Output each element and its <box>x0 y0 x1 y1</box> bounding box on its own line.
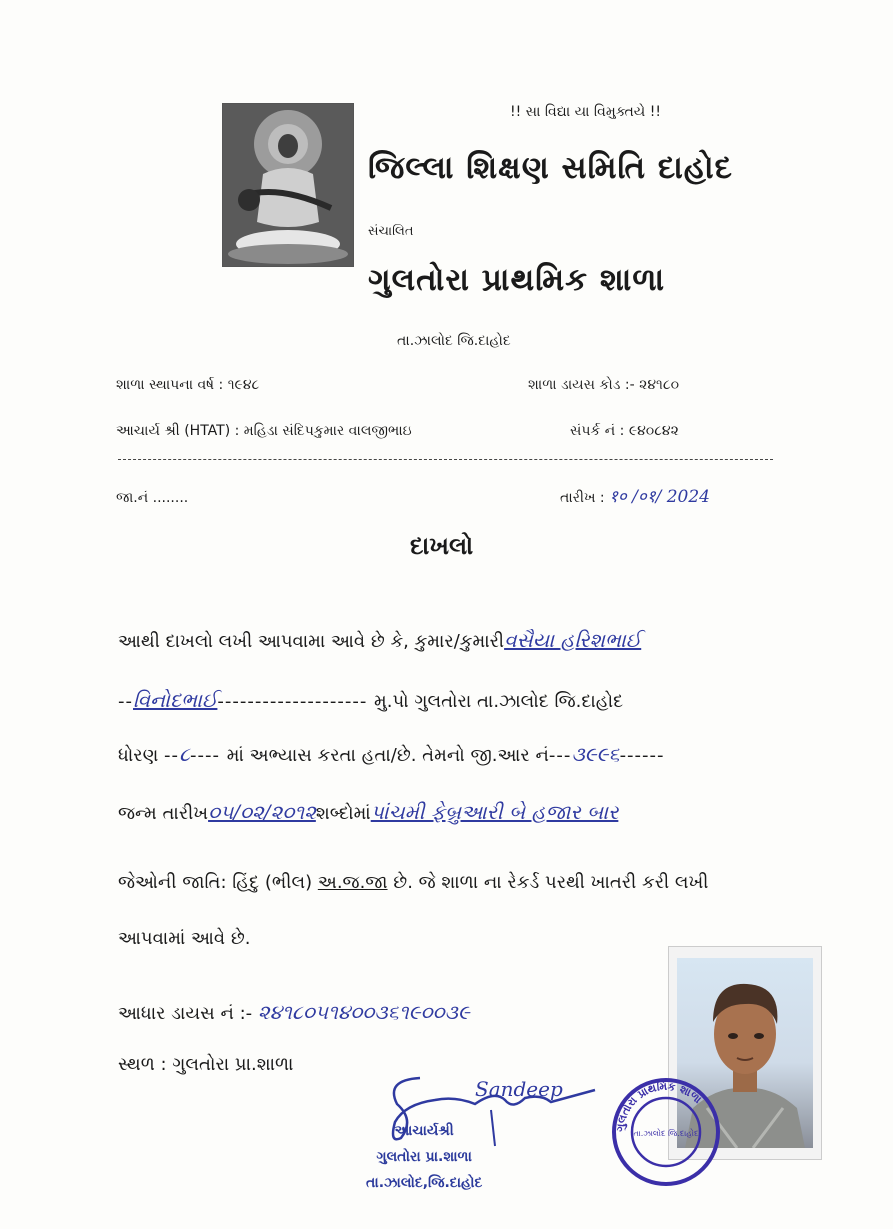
dob-words: પાંચમી ફેબ્રુઆરી બે હજાર બાર <box>370 800 619 824</box>
principal-seal <box>366 1118 482 1196</box>
school-stamp-icon <box>610 1076 722 1188</box>
divider <box>118 459 773 460</box>
caste-category: અ.જ.જા <box>317 872 388 893</box>
caste-line: જેઓની જાતિ: હિંદુ (ભીલ) <box>118 872 313 893</box>
committee-title: જિલ્લા શિક્ષણ સમિતિ દાહોદ <box>368 150 733 186</box>
words-label: શબ્દોમાં <box>315 803 371 824</box>
place-row: સ્થળ : ગુલતોરા પ્રા.શાળા <box>118 1054 294 1075</box>
stamp-center-text: તા.ઝાલોદ જિ.દાહોદ <box>633 1129 699 1138</box>
dise-label: શાળા ડાયસ કોડ :- <box>528 377 635 393</box>
student-name-part2: વિનોદભાઈ <box>133 688 218 712</box>
date-row <box>560 484 710 507</box>
school-name: ગુલતોરા પ્રાથમિક શાળા <box>368 262 666 298</box>
certificate-line-5 <box>118 872 708 893</box>
contact-label: સંપર્ક નં : <box>570 423 625 439</box>
line3-mid: માં અભ્યાસ કરતા હતા/છે. તેમનો જી.આર નં <box>226 745 549 766</box>
certificate-line-3: ધોરણ --૮---- માં અભ્યાસ કરતા હતા/છે. તેમનો જી.આર નં---૩૯૯૬------ <box>118 742 665 766</box>
student-name-part1: વસૈયા હરિશભાઈ <box>504 628 642 652</box>
dob-value: ૦૫/૦૨/૨૦૧૨ <box>208 800 316 824</box>
aadhaar-label: આધાર ડાયસ નં :- <box>118 1003 253 1024</box>
seal-line-2: ગુલતોરા પ્રા.શાળા <box>376 1149 472 1165</box>
std-value: ૮ <box>179 742 191 766</box>
contact-number: ૯૪૦૮૪૨ <box>628 423 679 439</box>
established-value: ૧૯૪૮ <box>227 377 260 393</box>
seal-line-1: આચાર્યશ્રી <box>394 1123 454 1139</box>
gr-number: ૩૯૯૬ <box>571 742 620 766</box>
signature-text: Sandeep <box>475 1077 563 1101</box>
seal-line-3: તા.ઝાલોદ,જિ.દાહોદ <box>366 1175 483 1191</box>
contact-row <box>570 423 679 439</box>
dise-value: ૨૪૧૮૦ <box>639 377 680 393</box>
run-by-label: સંચાલિત <box>368 224 414 239</box>
line2-suffix: મુ.પો ગુલતોરા તા.ઝાલોદ જિ.દાહોદ <box>374 691 624 712</box>
aadhaar-row <box>118 1000 470 1024</box>
stamp-ring-text: ગુલતોરા પ્રાથમિક શાળા <box>613 1079 705 1133</box>
certificate-closing: આપવામાં આવે છે. <box>118 928 251 949</box>
std-label: ધોરણ <box>118 745 159 766</box>
dob-label: જન્મ તારીખ <box>118 803 209 824</box>
certificate-line-2: --વિનોદભાઈ-------------------- મુ.પો ગુલતોરા તા.ઝાલોદ જિ.દાહોદ <box>118 688 624 712</box>
date-value: १० /०१/ 2024 <box>609 487 710 507</box>
established-year <box>116 377 259 393</box>
date-label: તારીખ : <box>560 490 605 506</box>
principal-label: આચાર્ય શ્રી (HTAT) : <box>116 423 240 439</box>
principal-name: મહિડા સંદિપકુમાર વાલજીભાઇ <box>243 423 412 439</box>
aadhaar-value: ૨૪૧૮૦૫૧૪૦૦૩૬૧૯૦૦૩૯ <box>257 1000 470 1024</box>
certificate-heading: દાખલો <box>410 532 474 560</box>
principal-row <box>116 423 412 439</box>
dise-code <box>528 377 679 393</box>
outward-number: જા.નં ........ <box>116 490 189 506</box>
saraswati-portrait-icon <box>222 103 354 267</box>
established-label: શાળા સ્થાપના વર્ષ : <box>116 377 224 393</box>
certificate-line-4 <box>118 800 618 824</box>
svg-text:ગુલતોરા પ્રાથમિક શાળા <box>614 1079 705 1133</box>
line1-prefix: આથી દાખલો લખી આપવામા આવે છે કે, કુમાર/કુમારી <box>118 631 505 652</box>
certificate-line-1 <box>118 628 641 652</box>
school-address: તા.ઝાલોદ જિ.દાહોદ <box>397 333 511 349</box>
school-motto: !! સા વિદ્યા યા વિમુક્તયે !! <box>510 104 661 120</box>
caste-line-suffix: છે. જે શાળા ના રેકર્ડ પરથી ખાતરી કરી લખી <box>393 872 709 893</box>
